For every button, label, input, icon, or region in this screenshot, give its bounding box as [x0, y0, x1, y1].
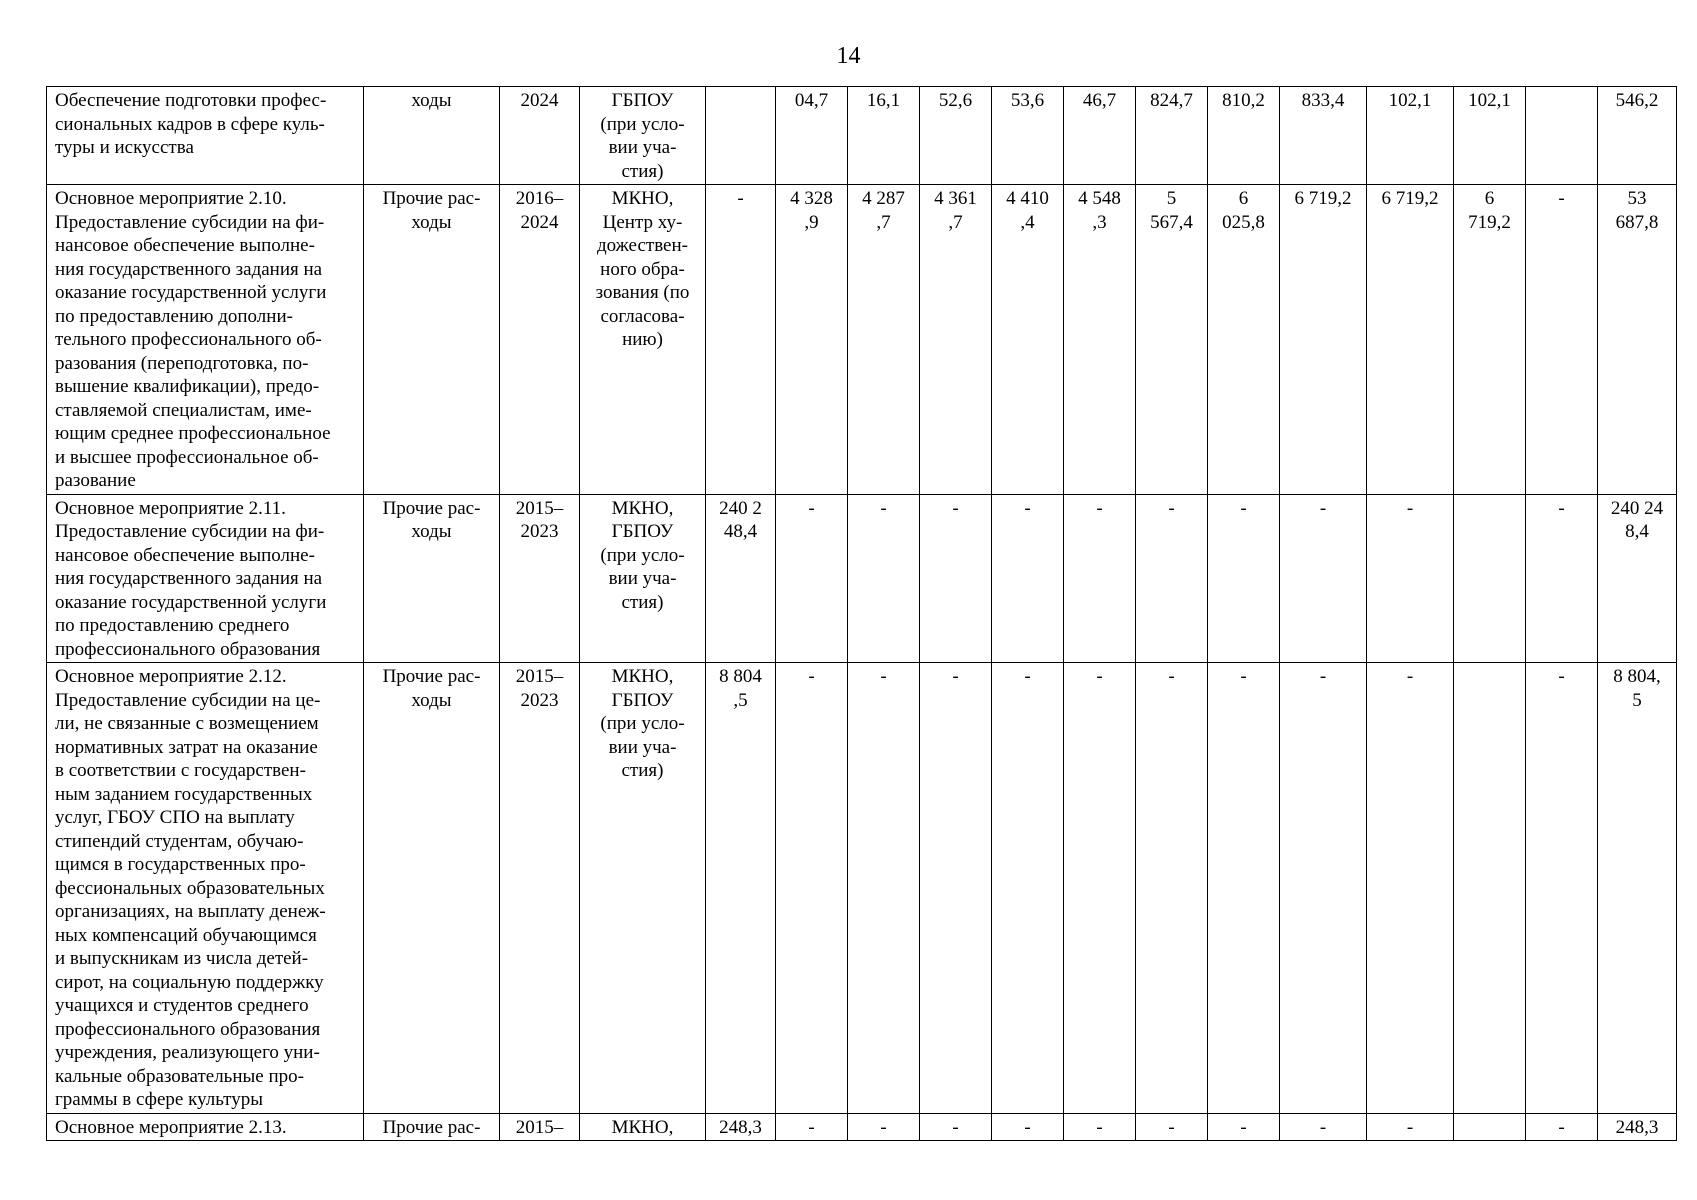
amount-cell — [706, 663, 776, 1114]
amount-cell — [706, 494, 776, 663]
executor-cell — [580, 1113, 706, 1141]
amount-cell-text: - — [880, 497, 887, 519]
period-cell — [500, 494, 580, 663]
measure-name-cell — [47, 1113, 364, 1141]
amount-cell-text: - — [1168, 666, 1175, 687]
amount-cell — [1367, 494, 1454, 663]
amount-cell-text: 6 719,2 — [1294, 188, 1352, 209]
measure-name-cell — [47, 663, 364, 1114]
expense-type-cell-text: Прочие рас- ходы — [382, 666, 481, 711]
period-cell-text: 2015– 2023 — [515, 497, 564, 542]
amount-cell-text: - — [1024, 497, 1031, 519]
expense-type-cell-text: Прочие рас- ходы — [382, 497, 481, 542]
executor-cell-text: ГБПОУ (при усло- вии уча- стия) — [600, 90, 685, 182]
amount-cell-text: 04,7 — [794, 90, 829, 111]
amount-cell — [848, 663, 920, 1114]
page-number: 14 — [836, 43, 861, 69]
amount-cell-text: - — [1319, 1116, 1327, 1138]
amount-cell-text: - — [1096, 666, 1103, 687]
amount-cell — [1136, 185, 1208, 495]
expense-type-cell-text: ходы — [411, 90, 452, 111]
amount-cell — [920, 494, 992, 663]
amount-cell — [1280, 1113, 1367, 1141]
period-cell-text: 2015– — [515, 1116, 564, 1138]
executor-cell-text: МКНО, — [611, 1116, 674, 1138]
amount-cell-text: 4 410 ,4 — [1006, 188, 1049, 233]
measure-name-cell-text: Основное мероприятие 2.13. — [55, 1116, 287, 1138]
amount-cell-text: - — [1024, 1116, 1031, 1138]
amount-cell — [1208, 663, 1280, 1114]
amount-cell-text: - — [1558, 1116, 1565, 1138]
table-body — [47, 87, 1677, 1141]
amount-cell — [992, 87, 1064, 185]
amount-cell-text: 810,2 — [1222, 90, 1265, 111]
amount-cell — [1280, 87, 1367, 185]
amount-cell — [920, 663, 992, 1114]
amount-cell — [920, 87, 992, 185]
amount-cell — [1064, 87, 1136, 185]
amount-cell-text: - — [1406, 666, 1414, 687]
amount-cell — [1526, 663, 1598, 1114]
amount-cell-text: - — [1096, 497, 1103, 519]
measure-name-cell-text: Основное мероприятие 2.11. Предоставление субсидии на фи- нансовое обеспечение выполне- ния государственного задания на оказание государственной услуги по предоставлению среднего профессионального образования — [55, 497, 327, 660]
total-cell — [1598, 185, 1677, 495]
amount-cell — [1454, 663, 1526, 1114]
amount-cell-text: - — [880, 1116, 887, 1138]
amount-cell-text: 4 328 ,9 — [790, 188, 833, 233]
amount-cell — [1526, 1113, 1598, 1141]
amount-cell — [1136, 494, 1208, 663]
amount-cell — [992, 494, 1064, 663]
amount-cell-text: - — [952, 497, 959, 519]
amount-cell-text: - — [1319, 497, 1327, 519]
amount-cell — [1280, 494, 1367, 663]
amount-cell-text: - — [952, 666, 959, 687]
expense-type-cell — [364, 494, 500, 663]
amount-cell-text: - — [1319, 666, 1327, 687]
total-cell — [1598, 1113, 1677, 1141]
amount-cell — [992, 1113, 1064, 1141]
amount-cell — [776, 1113, 848, 1141]
amount-cell-text: - — [1096, 1116, 1103, 1138]
expense-type-cell — [364, 1113, 500, 1141]
amount-cell — [706, 1113, 776, 1141]
amount-cell-text: 6 719,2 — [1381, 188, 1439, 209]
amount-cell-text: - — [1406, 497, 1414, 519]
total-cell-text: 53 687,8 — [1615, 188, 1659, 233]
amount-cell — [1280, 663, 1367, 1114]
amount-cell-text: - — [808, 666, 815, 687]
amount-cell — [1454, 1113, 1526, 1141]
amount-cell — [1454, 185, 1526, 495]
period-cell-text: 2015– 2023 — [515, 666, 564, 711]
total-cell — [1598, 87, 1677, 185]
amount-cell — [1064, 1113, 1136, 1141]
amount-cell — [1064, 494, 1136, 663]
amount-cell — [776, 185, 848, 495]
amount-cell-text: 53,6 — [1010, 90, 1045, 111]
amount-cell — [706, 185, 776, 495]
amount-cell-text: - — [737, 188, 744, 209]
amount-cell — [1526, 87, 1598, 185]
amount-cell-text: - — [1168, 1116, 1175, 1138]
amount-cell — [776, 87, 848, 185]
measure-name-cell-text: Обеспечение подготовки профес- сиональных кадров в сфере куль- туры и искусства — [55, 90, 327, 158]
measure-name-cell-text: Основное мероприятие 2.10. Предоставление субсидии на фи- нансовое обеспечение выполне- ния государственного задания на оказание государственной услуги по предоставлению дополни- тельного профессионального об- разования (переподготовка, по- вышение квалификации), предо- ставляемой специалистам, име- ющим среднее профессиональное и высшее профессиональное об- разование — [55, 188, 331, 491]
expense-type-cell — [364, 663, 500, 1114]
amount-cell-text: - — [808, 497, 815, 519]
amount-cell-text: 8 804 ,5 — [719, 666, 762, 711]
amount-cell — [1136, 87, 1208, 185]
executor-cell — [580, 494, 706, 663]
amount-cell — [1208, 185, 1280, 495]
table-row — [47, 1113, 1677, 1141]
executor-cell — [580, 87, 706, 185]
amount-cell — [1208, 87, 1280, 185]
amount-cell — [1367, 87, 1454, 185]
amount-cell-text: 240 2 48,4 — [719, 497, 762, 542]
amount-cell — [1454, 494, 1526, 663]
total-cell-text: 248,3 — [1615, 1116, 1659, 1138]
amount-cell-text: 46,7 — [1082, 90, 1117, 111]
amount-cell — [992, 185, 1064, 495]
amount-cell-text: 102,1 — [1468, 90, 1511, 111]
amount-cell-text: - — [1168, 497, 1175, 519]
amount-cell — [920, 1113, 992, 1141]
amount-cell-text: 4 287 ,7 — [862, 188, 905, 233]
amount-cell — [1526, 494, 1598, 663]
amount-cell-text: - — [808, 1116, 815, 1138]
amount-cell-text: - — [952, 1116, 959, 1138]
amount-cell-text: - — [1558, 666, 1565, 687]
amount-cell — [1064, 663, 1136, 1114]
table-row — [47, 663, 1677, 1114]
amount-cell-text: - — [1024, 666, 1031, 687]
amount-cell-text: - — [1240, 1116, 1247, 1138]
amount-cell — [776, 663, 848, 1114]
total-cell-text: 8 804, 5 — [1613, 666, 1661, 711]
period-cell-text: 2016– 2024 — [515, 188, 564, 233]
table-row — [47, 494, 1677, 663]
total-cell — [1598, 494, 1677, 663]
amount-cell — [1367, 185, 1454, 495]
amount-cell — [848, 494, 920, 663]
expense-type-cell-text: Прочие рас- ходы — [382, 188, 481, 233]
amount-cell-text: - — [1406, 1116, 1414, 1138]
period-cell — [500, 185, 580, 495]
amount-cell-text: 833,4 — [1301, 90, 1345, 111]
amount-cell-text: - — [1558, 497, 1565, 519]
executor-cell-text: МКНО, Центр ху- дожествен- ного обра- зования (по согласова- нию) — [595, 188, 690, 350]
measure-name-cell-text: Основное мероприятие 2.12. Предоставление субсидии на це- ли, не связанные с возмещением нормативных затрат на оказание в соответствии с государствен- ным заданием государственных услуг, ГБОУ СПО на выплату стипендий студентам, обучаю- щимся в государственных про- фессиональных образовательных организациях, на выплату денеж- ных компенсаций обучающимся и выпускникам из числа детей- сирот, на социальную поддержку учащихся и студентов среднего профессионального образования учреждения, реализующего уни- кальные образовательные про- граммы в сфере культуры — [55, 666, 326, 1110]
table-row — [47, 87, 1677, 185]
expense-type-cell-text: Прочие рас- — [382, 1116, 481, 1138]
amount-cell — [1367, 663, 1454, 1114]
period-cell-text: 2024 — [520, 90, 559, 111]
table-row — [47, 185, 1677, 495]
amount-cell-text: 5 567,4 — [1150, 188, 1193, 233]
amount-cell — [1454, 87, 1526, 185]
total-cell — [1598, 663, 1677, 1114]
amount-cell-text: 52,6 — [938, 90, 973, 111]
measure-name-cell — [47, 87, 364, 185]
period-cell — [500, 663, 580, 1114]
amount-cell — [1136, 663, 1208, 1114]
amount-cell-text: - — [1240, 666, 1247, 687]
amount-cell — [1064, 185, 1136, 495]
total-cell-text: 240 24 8,4 — [1610, 497, 1664, 542]
amount-cell — [776, 494, 848, 663]
amount-cell — [1208, 1113, 1280, 1141]
measure-name-cell — [47, 185, 364, 495]
amount-cell — [1526, 185, 1598, 495]
expense-type-cell — [364, 87, 500, 185]
total-cell-text: 546,2 — [1615, 90, 1659, 111]
amount-cell — [1136, 1113, 1208, 1141]
amount-cell — [706, 87, 776, 185]
amount-cell-text: 248,3 — [719, 1116, 762, 1138]
amount-cell — [992, 663, 1064, 1114]
period-cell — [500, 1113, 580, 1141]
amount-cell — [848, 1113, 920, 1141]
amount-cell-text: 824,7 — [1150, 90, 1193, 111]
amount-cell — [848, 185, 920, 495]
amount-cell — [1367, 1113, 1454, 1141]
amount-cell-text: - — [1558, 188, 1565, 209]
measure-name-cell — [47, 494, 364, 663]
amount-cell-text: 102,1 — [1388, 90, 1432, 111]
amount-cell-text: - — [1240, 497, 1247, 519]
executor-cell — [580, 663, 706, 1114]
amount-cell-text: - — [880, 666, 887, 687]
amount-cell — [1208, 494, 1280, 663]
period-cell — [500, 87, 580, 185]
budget-table — [46, 86, 1677, 1141]
amount-cell — [848, 87, 920, 185]
executor-cell — [580, 185, 706, 495]
amount-cell — [1280, 185, 1367, 495]
amount-cell-text: 4 361 ,7 — [934, 188, 977, 233]
executor-cell-text: МКНО, ГБПОУ (при усло- вии уча- стия) — [600, 666, 685, 781]
expense-type-cell — [364, 185, 500, 495]
amount-cell-text: 6 025,8 — [1222, 188, 1265, 233]
amount-cell-text: 6 719,2 — [1468, 188, 1511, 233]
executor-cell-text: МКНО, ГБПОУ (при усло- вии уча- стия) — [600, 497, 685, 613]
amount-cell — [920, 185, 992, 495]
amount-cell-text: 4 548 ,3 — [1078, 188, 1121, 233]
amount-cell-text: 16,1 — [866, 90, 901, 111]
